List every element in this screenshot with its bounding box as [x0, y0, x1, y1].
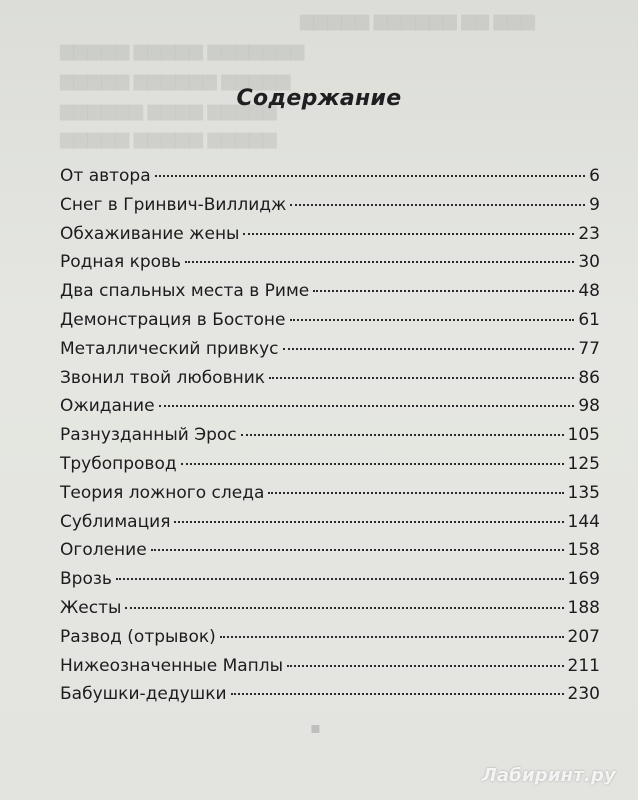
- toc-dot-leader: [290, 319, 575, 321]
- bleed-through-shadow: ▆▆▆ ▆▆ ▆▆▆▆▆▆ ▆▆▆▆▆: [300, 10, 535, 30]
- bleed-through-shadow: ▆▆▆▆▆▆▆ ▆▆▆▆▆ ▆▆▆▆▆: [60, 40, 305, 60]
- toc-entry-page: 48: [578, 281, 600, 302]
- toc-entry-page: 169: [567, 569, 600, 590]
- toc-entry-title: Трубопровод: [60, 453, 177, 474]
- toc-entry-title: Металлический привкус: [60, 338, 279, 359]
- toc-dot-leader: [283, 348, 575, 350]
- toc-entry-title: Сублимация: [60, 511, 171, 532]
- toc-entry: [60, 310, 600, 339]
- toc-dot-leader: [290, 204, 585, 206]
- toc-entry-page: 125: [567, 453, 600, 474]
- toc-entry-title: Обхаживание жены: [60, 223, 240, 244]
- toc-dot-leader: [116, 578, 564, 580]
- toc-dot-leader: [241, 434, 564, 436]
- toc-entry: [60, 569, 600, 598]
- toc-entry-title: Нижеозначенные Маплы: [60, 655, 284, 676]
- toc-entry-page: 105: [567, 425, 600, 446]
- toc-dot-leader: [220, 636, 564, 638]
- toc-entry-page: 6: [589, 166, 600, 186]
- toc-entry: [60, 252, 600, 281]
- toc-dot-leader: [181, 463, 564, 465]
- page-number-shadow: ▪: [310, 718, 321, 737]
- toc-dot-leader: [268, 492, 563, 494]
- toc-entry: [60, 195, 600, 224]
- watermark-logo: Лабиринт.ру: [481, 765, 616, 786]
- toc-entry-page: 135: [567, 482, 600, 503]
- toc-entry: [60, 540, 600, 569]
- toc-entry-title: Ожидание: [60, 396, 155, 417]
- toc-dot-leader: [185, 261, 574, 263]
- toc-entry-title: Снег в Гринвич-Виллидж: [60, 194, 287, 215]
- bleed-through-shadow: ▆▆▆▆▆ ▆▆▆▆▆ ▆▆▆▆▆: [60, 128, 277, 148]
- toc-entry: [60, 166, 600, 195]
- toc-entry: [60, 368, 600, 397]
- toc-entry: [60, 512, 600, 541]
- toc-entry: [60, 598, 600, 627]
- toc-entry-page: 158: [567, 540, 600, 561]
- toc-entry-title: Жесты: [60, 597, 122, 618]
- toc-dot-leader: [231, 693, 564, 695]
- toc-entry-title: Звонил твой любовник: [60, 367, 266, 388]
- toc-entry-title: От автора: [60, 166, 151, 186]
- table-of-contents: [60, 166, 600, 713]
- toc-entry: [60, 483, 600, 512]
- toc-entry-page: 207: [567, 626, 600, 647]
- toc-entry-title: Разнузданный Эрос: [60, 425, 237, 446]
- toc-dot-leader: [243, 233, 574, 235]
- toc-entry-page: 98: [578, 396, 600, 417]
- toc-entry-page: 61: [578, 309, 600, 330]
- toc-entry-page: 144: [567, 511, 600, 532]
- page-title: Содержание: [236, 86, 402, 111]
- toc-entry-page: 30: [578, 252, 600, 273]
- toc-entry: [60, 627, 600, 656]
- toc-entry-page: 211: [567, 655, 600, 676]
- bleed-through-shadow: ▆▆▆▆▆ ▆▆▆▆ ▆▆▆▆▆▆: [60, 100, 277, 120]
- toc-entry-page: 188: [567, 597, 600, 618]
- toc-dot-leader: [287, 665, 563, 667]
- toc-entry-title: Теория ложного следа: [60, 482, 265, 503]
- toc-entry: [60, 454, 600, 483]
- toc-dot-leader: [155, 175, 586, 177]
- toc-entry-page: 230: [567, 684, 600, 705]
- toc-entry: [60, 656, 600, 685]
- toc-entry-page: 77: [578, 338, 600, 359]
- toc-entry-page: 9: [589, 194, 600, 215]
- toc-dot-leader: [313, 290, 574, 292]
- toc-entry: [60, 684, 600, 713]
- toc-entry-title: Родная кровь: [60, 252, 182, 273]
- toc-entry-title: Два спальных места в Риме: [60, 281, 310, 302]
- toc-entry-title: Демонстрация в Бостоне: [60, 309, 286, 330]
- toc-dot-leader: [174, 521, 563, 523]
- toc-entry-title: Развод (отрывок): [60, 626, 216, 647]
- toc-dot-leader: [151, 549, 564, 551]
- toc-dot-leader: [269, 377, 574, 379]
- toc-entry: [60, 339, 600, 368]
- toc-dot-leader: [159, 405, 575, 407]
- toc-entry-title: Врозь: [60, 569, 112, 590]
- toc-entry-title: Оголение: [60, 540, 147, 561]
- toc-dot-leader: [125, 607, 563, 609]
- bleed-through-shadow: ▆▆▆▆▆ ▆▆▆▆▆▆ ▆▆▆▆▆: [60, 70, 291, 90]
- toc-entry: [60, 281, 600, 310]
- toc-entry: [60, 396, 600, 425]
- toc-entry: [60, 224, 600, 253]
- toc-entry-page: 86: [578, 367, 600, 388]
- toc-entry: [60, 425, 600, 454]
- toc-entry-page: 23: [578, 223, 600, 244]
- toc-entry-title: Бабушки-дедушки: [60, 684, 227, 705]
